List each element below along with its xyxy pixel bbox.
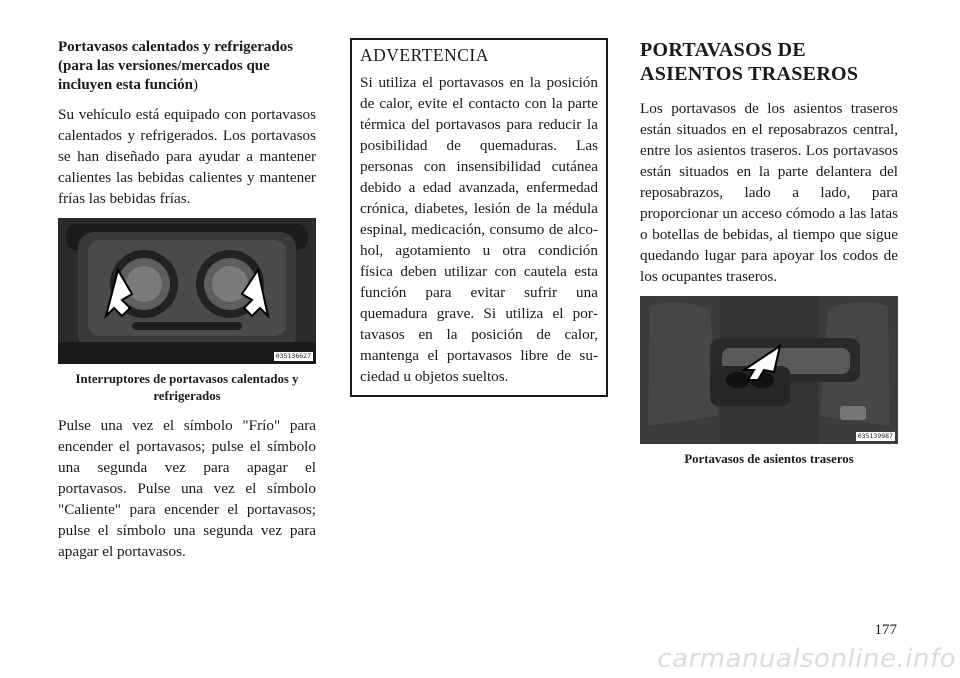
right-column [640, 38, 898, 478]
page-number: 177 [874, 622, 897, 638]
heated-cooled-cupholder-image [58, 218, 316, 364]
warning-text: Si utiliza el portavasos en la posición de calor, evite el contacto con la parte térmica del portavasos para reducir la posibilidad de quemaduras. Las personas con insensibilidad cutánea debido a edad avanzada, enfermedad crónica, diabetes, lesión de la médula espinal, medicación, consumo de alcohol, agotamiento u otra condición física deben utilizar con cautela esta función para evitar sufrir una quemadura grave. Si utiliza el portavasos en la posición de calor, mantenga el portavasos libre de suciedad u objetos sueltos. [360, 74, 598, 385]
figure-caption: Portavasos de asientos traseros [684, 452, 854, 466]
middle-column [350, 38, 608, 397]
rear-cupholder-image [640, 296, 898, 444]
left-column [58, 38, 316, 571]
subsection-heading: Portavasos calentados y refrigerados (para las versiones/mercados que incluyen esta función) [58, 39, 294, 93]
rear-cupholder-paragraph: Los portavasos de los asientos traseros están situados en el reposabrazos central, entre los asientos traseros. Los portavasos están situados en la parte delantera del reposabrazos, lado a lado, para proporcionar un acceso cómodo a las latas o botellas de bebidas, al tiempo que sigue quedando lugar para apoyar los codos de los ocupantes traseros. [640, 100, 898, 285]
warning-box [350, 38, 608, 397]
warning-title: ADVERTENCIA [360, 45, 489, 65]
figure-caption: Interruptores de portavasos calentados y refrigerados [75, 372, 299, 403]
figure-code: 035136627 [275, 352, 311, 360]
intro-paragraph: Su vehículo está equipado con portavasos calentados y refrigerados. Los portavasos se han diseñado para ayudar a mantener calientes las bebidas calientes y mantener frías las bebidas frías. [58, 106, 316, 207]
rear-seat-illustration [640, 296, 898, 444]
instructions-paragraph: Pulse una vez el símbolo "Frío" para encender el portavasos; pulse el símbolo una segunda vez para apagar el portavasos. Pulse una vez el símbolo "Caliente" para encender el portavasos; pulse el símbolo una segunda vez para apagar el portavasos. [58, 417, 316, 560]
watermark: carmanualsonline.info [657, 644, 956, 674]
figure-code: 035139987 [857, 432, 893, 440]
cupholder-illustration [58, 218, 316, 364]
section-title: PORTAVASOS DE ASIENTOS TRASEROS [640, 39, 859, 85]
